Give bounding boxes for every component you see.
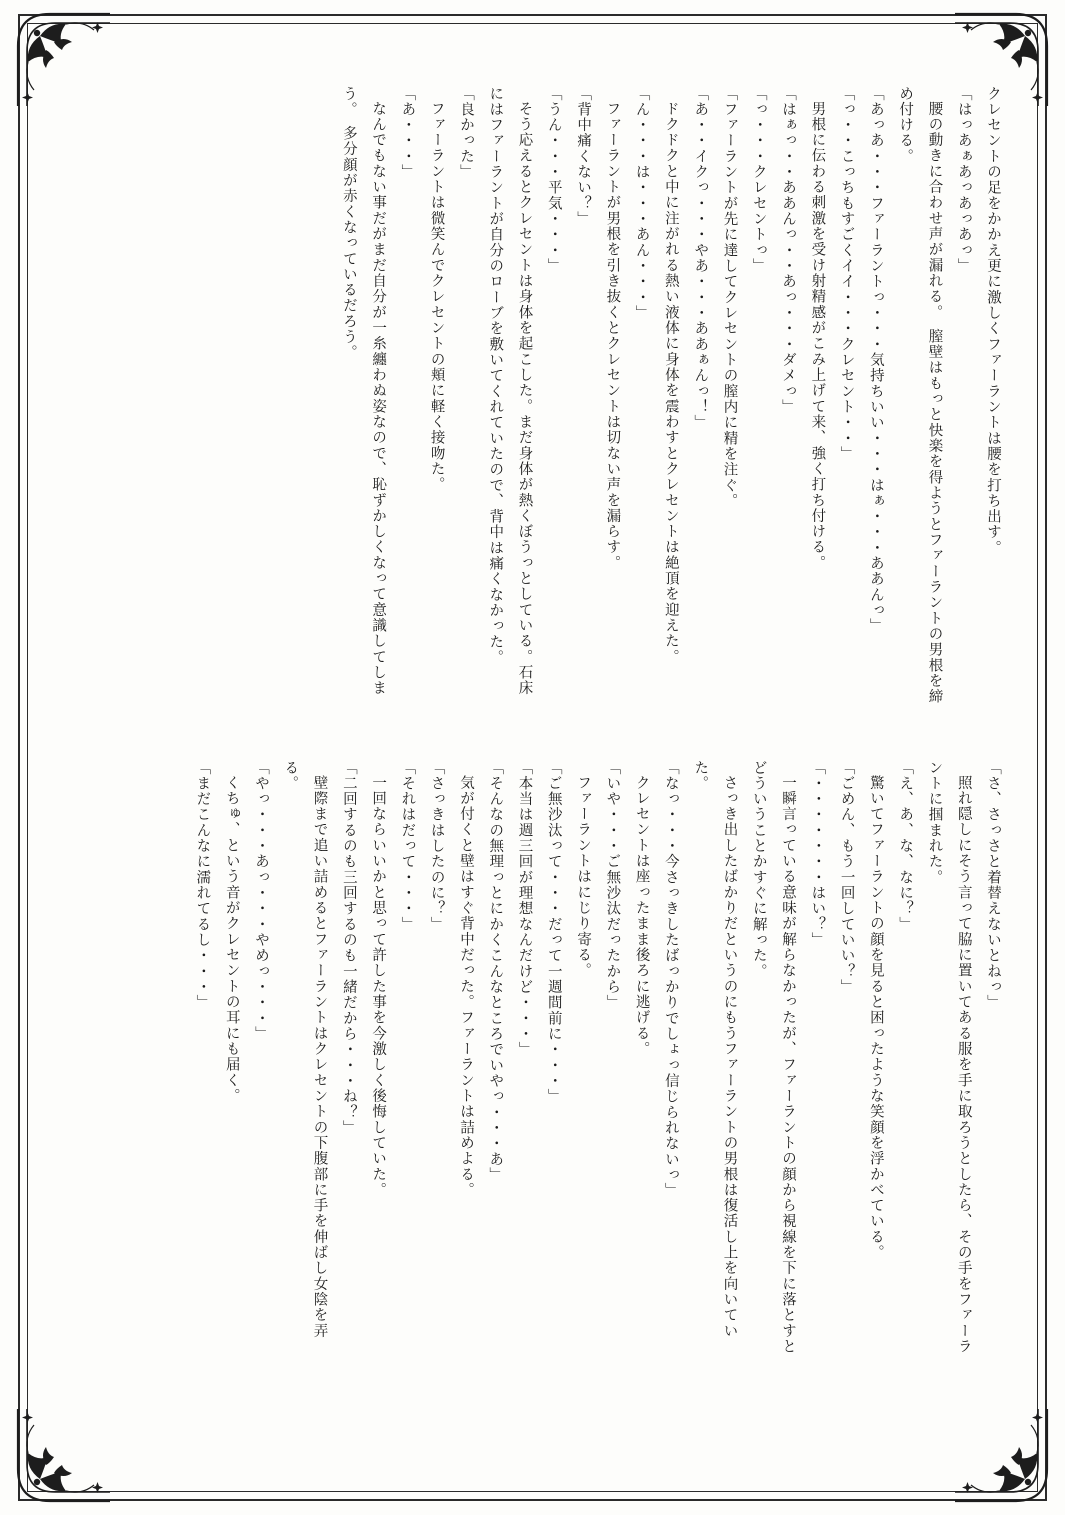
paragraph: 「なっ・・・今さっきしたばっかりでしょっ信じられないっ」 [662, 760, 679, 1199]
paragraph: クレセントの足をかかえ更に激しくファーラントは腰を打ち出す。 [985, 86, 1001, 556]
ornament-dot-icon [22, 1412, 33, 1423]
paragraph: クレセントは座ったまま後ろに逃げる。 [633, 774, 650, 1057]
ornament-dot-icon [92, 1482, 103, 1493]
paragraph: 「あ・・イクっ・・・やあ・・・ああぁんっ！」 [692, 86, 709, 431]
paragraph: ファーラントが男根を引き抜くとクレセントは切ない声を漏らす。 [604, 100, 621, 571]
paragraph: 「・・・・・・・はい？」 [809, 760, 826, 948]
paragraph: 「さ、さっさと着替えないとねっ」 [985, 760, 1001, 1011]
paragraph: 「やっ・・・あっ・・・やめっ・・・」 [252, 760, 269, 1042]
paragraph: 「いや・・・ご無沙汰だったから」 [604, 760, 621, 1011]
paragraph: 「まだこんなに濡れてるし・・・」 [194, 760, 211, 1011]
paragraph: 「はっあぁあっあっあっ」 [955, 86, 972, 274]
paragraph: 「ご無沙汰って・・・だって一週間前に・・・」 [545, 760, 562, 1105]
paragraph: 「二回するのも三回するのも一緒だから・・・ね？」 [340, 760, 357, 1136]
paragraph: 「ん・・・は・・・あん・・・」 [633, 86, 650, 321]
ornament-dot-icon [962, 1482, 973, 1493]
paragraph: ドクドクと中に注がれる熱い液体に身体を震わすとクレセントは絶頂を迎えた。 [662, 100, 679, 665]
paragraph: 「え、あ、な、なに？」 [897, 760, 914, 933]
ornament-dot-icon [962, 22, 973, 33]
paragraph: 一回ならいいかと思って許した事を今激しく後悔していた。 [370, 774, 387, 1198]
paragraph: 「はぁっ・・ああんっ・・あっ・・・ダメっ」 [780, 86, 797, 415]
paragraph: 「そんなの無理っとにかくこんなところでいやっ・・・あ」 [487, 760, 504, 1183]
paragraph: 「っ・・・クレセントっ」 [750, 86, 767, 274]
paragraph: 驚いてファーラントの顔を見ると困ったような笑顔を浮かべている。 [867, 774, 884, 1260]
paragraph: 「さっきはしたのに？」 [428, 760, 445, 933]
body-text-lower [107, 760, 1007, 1360]
ornament-dot-icon [1032, 1412, 1043, 1423]
paragraph: ファーラントはにじり寄る。 [575, 774, 592, 979]
paragraph: くちゅ、という音がクレセントの耳にも届く。 [223, 774, 240, 1104]
paragraph: 「本当は週三回が理想なんだけど・・・」 [516, 760, 533, 1058]
paragraph: 気が付くと壁はすぐ背中だった。ファーラントは詰めよる。 [457, 774, 474, 1198]
paragraph: 「うん・・・平気・・・」 [545, 86, 562, 274]
paragraph: 「ファーラントが先に達してクレセントの膣内に精を注ぐ。 [721, 86, 738, 509]
ornament-dot-icon [22, 92, 33, 103]
paragraph: 「あ・・・」 [399, 86, 416, 180]
paragraph: 壁際まで追い詰めるとファーラントはクレセントの下腹部に手を伸ばし女陰を弄る。 [282, 760, 328, 1339]
ornament-dot-icon [1032, 92, 1043, 103]
paragraph: 「それはだって・・・」 [399, 760, 416, 933]
paragraph: 「背中痛くない？」 [575, 86, 592, 227]
paragraph: 「あっあ・・・ファーラントっ・・・気持ちいい・・・はぁ・・・ああんっ」 [867, 86, 884, 635]
paragraph: ファーラントは微笑んでクレセントの頬に軽く接吻た。 [428, 100, 445, 492]
paragraph: 照れ隠しにそう言って脇に置いてある服を手に取ろうとしたら、その手をファーラントに掴まれた。 [926, 760, 972, 1354]
paragraph: 「良かった」 [457, 86, 474, 180]
body-text-upper [107, 86, 1007, 706]
paragraph: そう応えるとクレセントは身体を起こした。まだ身体が熱くぼうっとしている。石床にはファーラントが自分のローブを敷いてくれていたので、背中は痛くなかった。 [487, 86, 533, 696]
ornament-dot-icon [92, 22, 103, 33]
paragraph: なんでもない事だがまだ自分が一糸纏わぬ姿なので、恥ずかしくなって意識してしまう。 多分顔が赤くなっているだろう。 [340, 86, 387, 696]
paragraph: 一瞬言っている意味が解らなかったが、ファーラントの顔から視線を下に落とすとどういうことかすぐに解った。 [750, 760, 797, 1354]
paragraph: 「っ・・こっちもすごくイイ・・・クレセント・・」 [838, 86, 855, 462]
paragraph: 男根に伝わる刺激を受け射精感がこみ上げて来、強く打ち付ける。 [809, 100, 826, 571]
paragraph: 腰の動きに合わせ声が漏れる。 膣壁はもっと快楽を得ようとファーラントの男根を締め付ける。 [897, 86, 943, 704]
paragraph: 「ごめん、もう一回していい？」 [838, 760, 855, 995]
paragraph: さっき出したばかりだというのにもうファーラントの男根は復活し上を向いていた。 [692, 760, 738, 1339]
